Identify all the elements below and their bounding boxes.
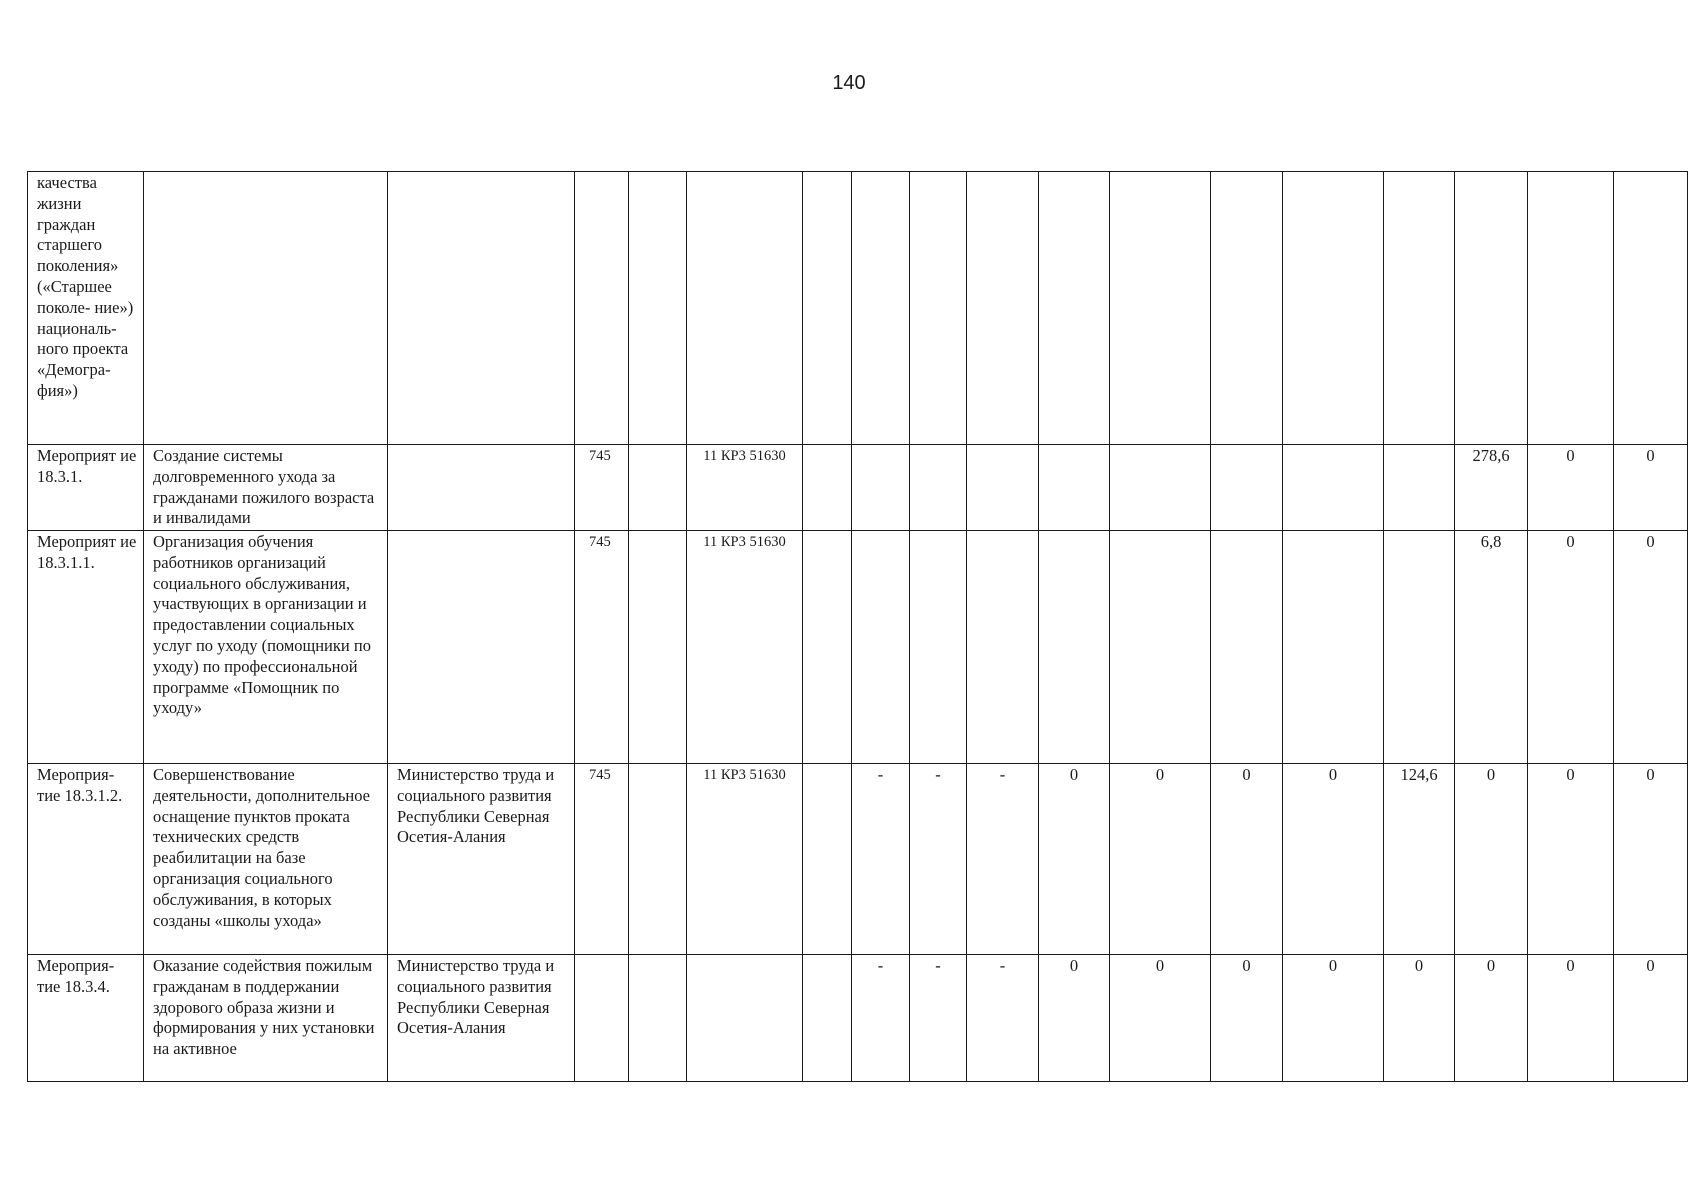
- row-value: [1283, 445, 1384, 531]
- row-value: [1283, 172, 1384, 445]
- row-label: качества жизни граждан старшего поколения» («Старшее поколе- ние») националь- ного проекта «Демогра- фия»): [28, 172, 144, 445]
- row-csr: [687, 955, 803, 1082]
- row-value: 0: [1283, 764, 1384, 955]
- row-value: 0: [1614, 764, 1688, 955]
- row-csr: 11 КР3 51630: [687, 531, 803, 764]
- table-row: [28, 445, 1688, 531]
- row-value: -: [967, 955, 1039, 1082]
- row-value: 6,8: [1455, 531, 1528, 764]
- table-row: [28, 764, 1688, 955]
- row-grbs: [575, 172, 629, 445]
- row-value: [1455, 172, 1528, 445]
- row-value: [910, 172, 967, 445]
- row-executor: [388, 531, 575, 764]
- row-value: [1384, 445, 1455, 531]
- row-value: [1384, 172, 1455, 445]
- row-csr: 11 КР3 51630: [687, 445, 803, 531]
- row-value: 0: [1211, 955, 1283, 1082]
- row-value: [967, 172, 1039, 445]
- row-value: 0: [1528, 445, 1614, 531]
- row-value: 0: [1039, 955, 1110, 1082]
- row-value: 0: [1211, 764, 1283, 955]
- row-grbs: 745: [575, 764, 629, 955]
- row-value: [967, 531, 1039, 764]
- row-executor: [388, 445, 575, 531]
- row-value: 0: [1384, 955, 1455, 1082]
- row-value: [1110, 172, 1211, 445]
- row-value: -: [967, 764, 1039, 955]
- row-value: [967, 445, 1039, 531]
- row-value: 0: [1110, 955, 1211, 1082]
- row-vr: [803, 955, 852, 1082]
- row-value: [852, 445, 910, 531]
- table-row: [28, 172, 1688, 445]
- row-value: [1039, 445, 1110, 531]
- row-value: [1039, 172, 1110, 445]
- row-csr: [687, 172, 803, 445]
- row-executor: [388, 172, 575, 445]
- row-value: 124,6: [1384, 764, 1455, 955]
- table-row: [28, 531, 1688, 764]
- row-value: 0: [1455, 955, 1528, 1082]
- row-vr: [803, 172, 852, 445]
- row-csr: 11 КР3 51630: [687, 764, 803, 955]
- row-value: -: [852, 764, 910, 955]
- row-grbs: 745: [575, 445, 629, 531]
- row-value: 0: [1110, 764, 1211, 955]
- row-value: [1211, 445, 1283, 531]
- row-value: [1110, 531, 1211, 764]
- row-value: 0: [1614, 955, 1688, 1082]
- row-executor: Министерство труда и социального развития Республики Северная Осетия-Алания: [388, 955, 575, 1082]
- row-name: Создание системы долговременного ухода за гражданами пожилого возраста и инвалидами: [144, 445, 388, 531]
- row-value: [910, 531, 967, 764]
- row-rzpr: [629, 172, 687, 445]
- row-value: -: [910, 955, 967, 1082]
- row-value: [1283, 531, 1384, 764]
- row-rzpr: [629, 955, 687, 1082]
- row-value: 0: [1528, 764, 1614, 955]
- row-value: 0: [1455, 764, 1528, 955]
- row-label: Мероприят ие 18.3.1.1.: [28, 531, 144, 764]
- row-value: [910, 445, 967, 531]
- row-name: Организация обучения работников организаций социального обслуживания, участвующих в организации и предоставлении социальных услуг по уходу (помощники по уходу) по профессиональной программе «Помощник по уходу»: [144, 531, 388, 764]
- row-value: [852, 172, 910, 445]
- row-value: [1039, 531, 1110, 764]
- table-row: [28, 955, 1688, 1082]
- row-value: -: [852, 955, 910, 1082]
- row-label: Мероприя- тие 18.3.4.: [28, 955, 144, 1082]
- row-name: Совершенствование деятельности, дополнительное оснащение пунктов проката технических средств реабилитации на базе организация социального обслуживания, в которых созданы «школы ухода»: [144, 764, 388, 955]
- row-value: [1528, 172, 1614, 445]
- row-value: [1110, 445, 1211, 531]
- row-name: [144, 172, 388, 445]
- row-value: 0: [1614, 445, 1688, 531]
- budget-table: [27, 171, 1688, 1082]
- row-vr: [803, 764, 852, 955]
- row-executor: Министерство труда и социального развития Республики Северная Осетия-Алания: [388, 764, 575, 955]
- row-value: [1211, 172, 1283, 445]
- row-label: Мероприя- тие 18.3.1.2.: [28, 764, 144, 955]
- row-value: 0: [1283, 955, 1384, 1082]
- row-value: 0: [1614, 531, 1688, 764]
- row-value: 0: [1528, 955, 1614, 1082]
- row-value: 278,6: [1455, 445, 1528, 531]
- row-rzpr: [629, 445, 687, 531]
- row-vr: [803, 445, 852, 531]
- row-value: [1211, 531, 1283, 764]
- row-grbs: [575, 955, 629, 1082]
- page-number: 140: [832, 72, 866, 94]
- row-name: Оказание содействия пожилым гражданам в поддержании здорового образа жизни и формирования у них установки на активное: [144, 955, 388, 1082]
- row-grbs: 745: [575, 531, 629, 764]
- row-value: 0: [1528, 531, 1614, 764]
- row-value: [1384, 531, 1455, 764]
- row-value: -: [910, 764, 967, 955]
- row-rzpr: [629, 764, 687, 955]
- row-value: [1614, 172, 1688, 445]
- row-value: [852, 531, 910, 764]
- row-label: Мероприят ие 18.3.1.: [28, 445, 144, 531]
- row-vr: [803, 531, 852, 764]
- row-rzpr: [629, 531, 687, 764]
- row-value: 0: [1039, 764, 1110, 955]
